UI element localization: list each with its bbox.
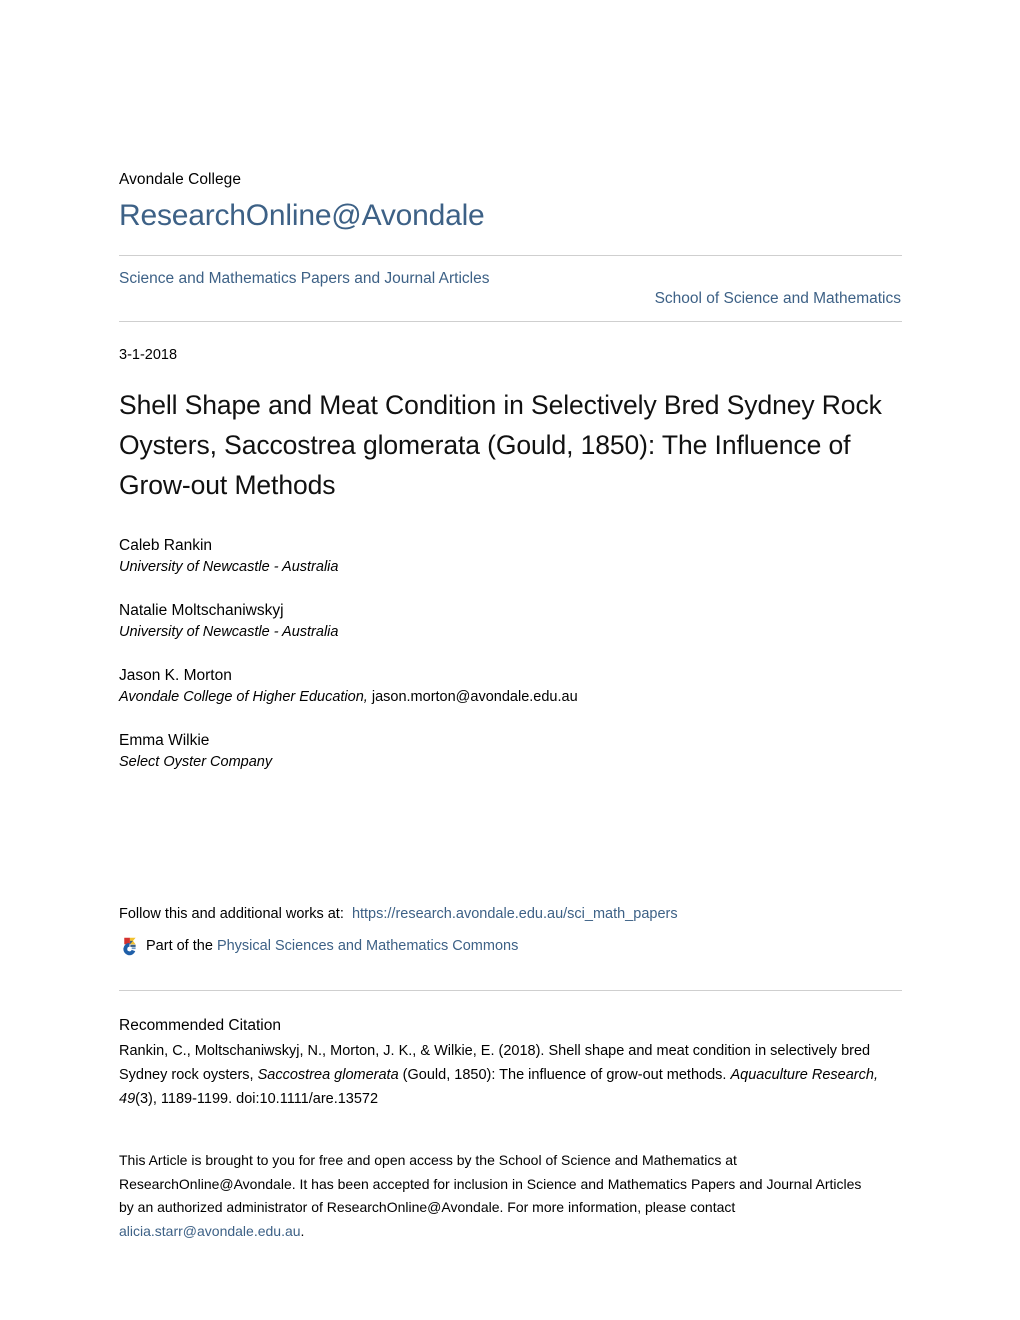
citation-part-3: (3), 1189-1199. doi:10.1111/are.13572 bbox=[135, 1091, 379, 1107]
repository-header bbox=[119, 170, 902, 236]
institution-name: Avondale College bbox=[119, 171, 242, 188]
author-affiliation bbox=[119, 557, 902, 578]
divider-below-collection bbox=[119, 321, 902, 322]
citation-heading: Recommended Citation bbox=[119, 1017, 281, 1034]
rights-text: This Article is brought to you for free and open access by the School of Science and Mathematics at ResearchOnline@Avondale. It has been accepted for inclusion in Science and Mathematics Papers and Journal Articles by an authorized administrator of ResearchOnline@Avondale. For more information, please contact bbox=[119, 1152, 862, 1215]
contact-email-link[interactable]: alicia.starr@avondale.edu.au bbox=[119, 1222, 301, 1239]
repository-wordmark: ResearchOnline@Avondale bbox=[119, 199, 485, 232]
follow-works-block bbox=[119, 903, 902, 957]
rights-statement bbox=[119, 1149, 879, 1243]
author-affiliation bbox=[119, 752, 902, 773]
citation-journal: Aquaculture Research, 49 bbox=[119, 1067, 878, 1107]
publication-date: 3-1-2018 bbox=[119, 347, 178, 363]
recommended-citation-block bbox=[119, 1015, 902, 1111]
author-entry bbox=[119, 665, 902, 708]
author-name: Emma Wilkie bbox=[119, 732, 210, 749]
citation-part-1: Rankin, C., Moltschaniwskyj, N., Morton, J. K., & Wilkie, E. (2018). Shell shape and meat condition in selectively bred Sydney rock oysters, bbox=[119, 1043, 871, 1083]
author-affiliation bbox=[119, 687, 902, 708]
collection-school-row bbox=[119, 256, 902, 321]
school-name[interactable]: School of Science and Mathematics bbox=[654, 290, 901, 307]
author-list bbox=[119, 535, 902, 773]
citation-text bbox=[119, 1039, 879, 1111]
author-name: Caleb Rankin bbox=[119, 537, 213, 554]
cover-page-content bbox=[119, 170, 902, 1243]
author-name: Jason K. Morton bbox=[119, 667, 232, 684]
author-entry bbox=[119, 730, 902, 773]
page-title: Shell Shape and Meat Condition in Selectively Bred Sydney Rock Oysters, Saccostrea glomerata (Gould, 1850): The Influence of Grow-out Methods bbox=[119, 390, 882, 500]
part-of-prefix: Part of the bbox=[146, 938, 213, 954]
part-of-line bbox=[119, 935, 902, 957]
affiliation-text: Avondale College of Higher Education, bbox=[119, 689, 368, 705]
author-name: Natalie Moltschaniwskyj bbox=[119, 602, 284, 619]
follow-line bbox=[119, 903, 902, 925]
author-entry bbox=[119, 600, 902, 643]
collection-name[interactable]: Science and Mathematics Papers and Journal Articles bbox=[119, 270, 490, 287]
digital-commons-logo-icon bbox=[119, 936, 140, 957]
rights-text-end: . bbox=[300, 1222, 305, 1239]
follow-prefix: Follow this and additional works at: bbox=[119, 906, 344, 922]
commons-category-link[interactable]: Physical Sciences and Mathematics Commons bbox=[216, 938, 519, 954]
author-entry bbox=[119, 535, 902, 578]
author-affiliation bbox=[119, 622, 902, 643]
divider-above-citation bbox=[119, 990, 902, 991]
citation-part-2: (Gould, 1850): The influence of grow-out methods. bbox=[398, 1067, 731, 1083]
citation-species: Saccostrea glomerata bbox=[257, 1067, 399, 1083]
author-email: jason.morton@avondale.edu.au bbox=[371, 689, 578, 705]
affiliation-text: University of Newcastle - Australia bbox=[119, 559, 339, 575]
affiliation-text: University of Newcastle - Australia bbox=[119, 624, 339, 640]
affiliation-text: Select Oyster Company bbox=[119, 754, 273, 770]
collection-url-link[interactable]: https://research.avondale.edu.au/sci_math_papers bbox=[351, 906, 678, 922]
